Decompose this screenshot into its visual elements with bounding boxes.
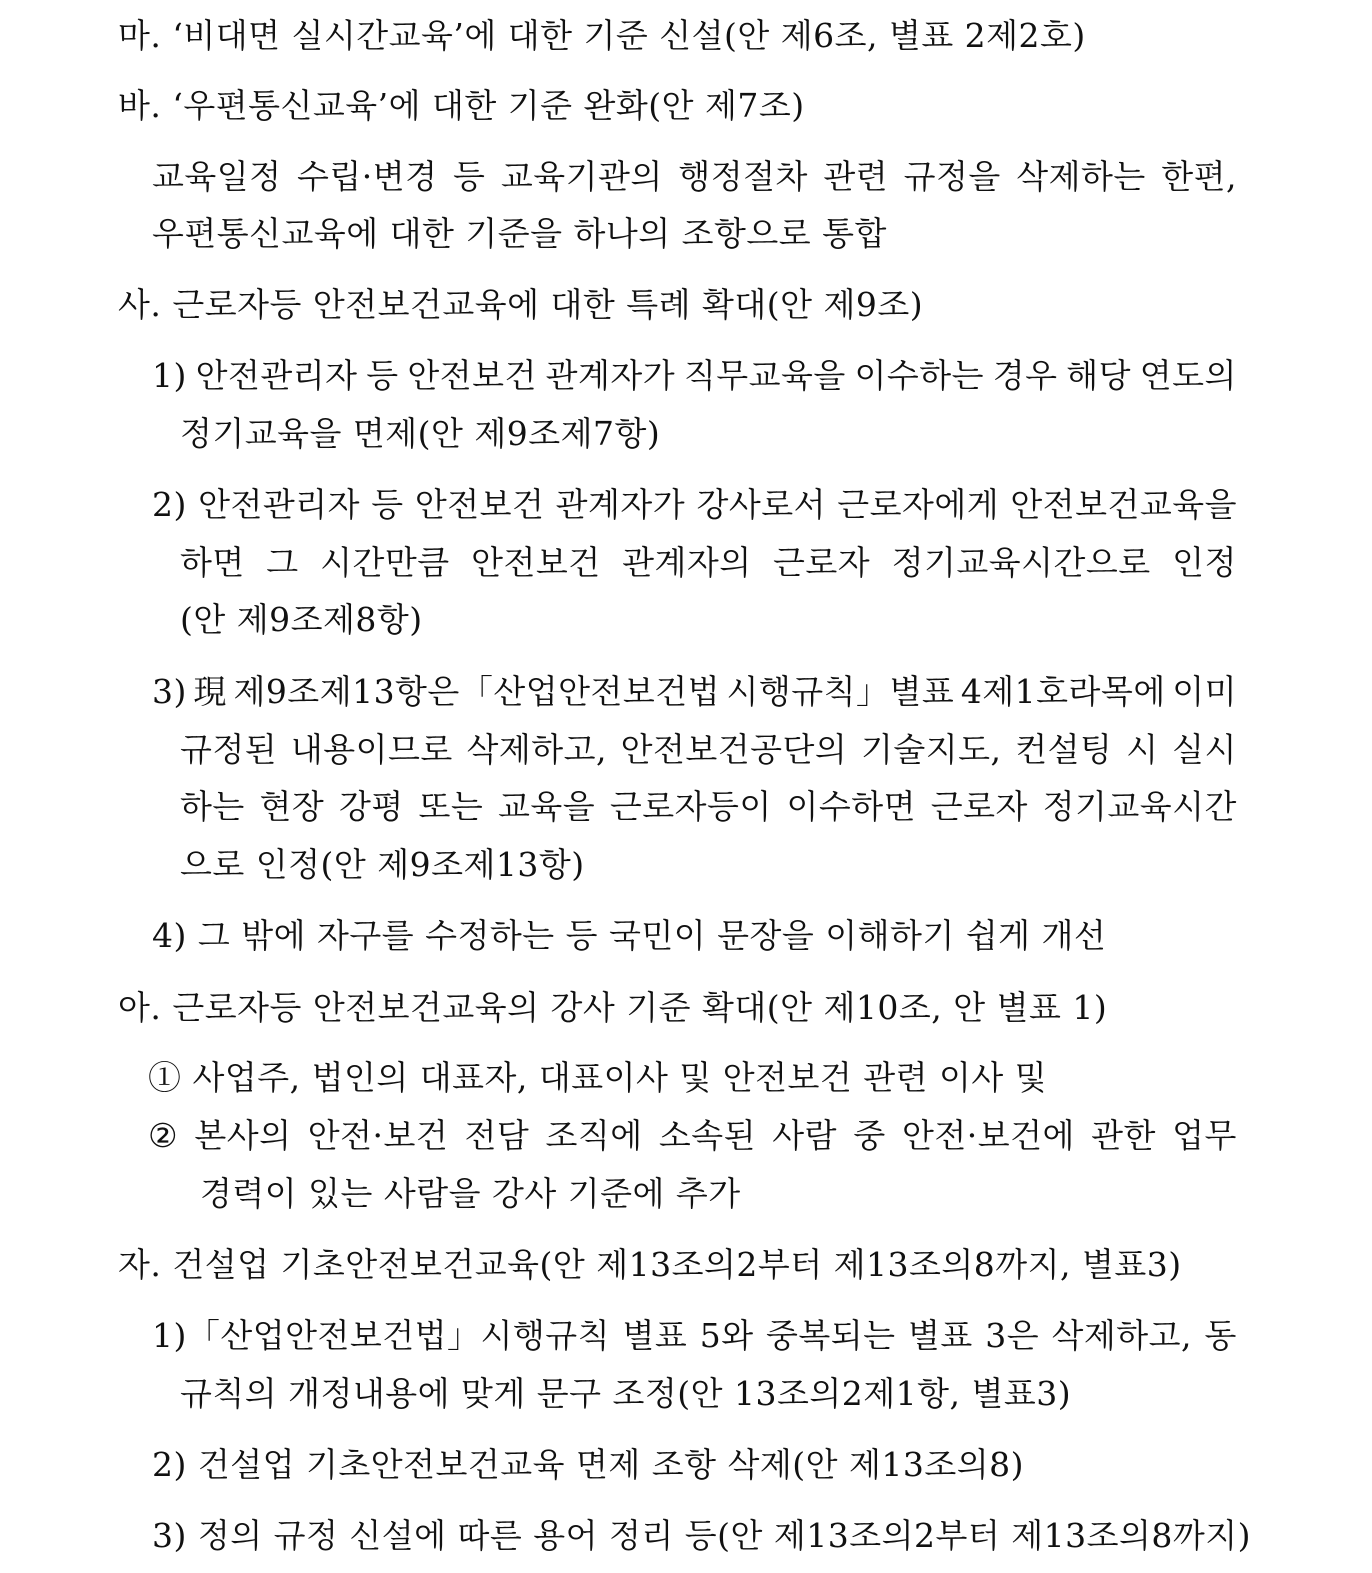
word: 해당 bbox=[1066, 356, 1131, 395]
word: 정기교육시간으로 bbox=[891, 543, 1151, 582]
word: 관한 bbox=[1091, 1116, 1156, 1155]
item-sa-sub2-line bbox=[180, 543, 1237, 583]
item-ba-body-line bbox=[152, 157, 1237, 197]
word: 중복되는 bbox=[766, 1316, 896, 1355]
item-ja-heading: 자. 건설업 기초안전보건교육(안 제13조의2부터 제13조의8까지, 별표3) bbox=[118, 1245, 1182, 1284]
item-sa-sub3-line bbox=[180, 787, 1237, 827]
word: 관계자가 bbox=[545, 356, 676, 395]
word: 시간만큼 bbox=[320, 543, 450, 582]
word: 근로자 bbox=[930, 787, 1028, 826]
word: 경우 bbox=[992, 356, 1058, 395]
word: 동 bbox=[1204, 1316, 1237, 1355]
word: 안전보건공단의 bbox=[620, 730, 848, 769]
word: 안전관리자 bbox=[198, 485, 361, 524]
item-ja-sub1-line bbox=[152, 1316, 1237, 1356]
word: 이수하는 bbox=[854, 356, 984, 395]
word: 업무 bbox=[1172, 1116, 1237, 1155]
word: 안전보건 bbox=[414, 485, 545, 524]
word: 하는 bbox=[180, 787, 245, 826]
word: 조직에 bbox=[545, 1116, 643, 1155]
word: 강사로서 bbox=[696, 485, 826, 524]
word: 별표 bbox=[622, 1316, 688, 1355]
word: 시 bbox=[1126, 730, 1159, 769]
word: 한편, bbox=[1161, 157, 1237, 196]
word: 3) bbox=[152, 672, 187, 711]
word: 제9조제13항은「산업안전보건법 bbox=[233, 672, 720, 711]
item-a-circ2-line bbox=[148, 1116, 1237, 1156]
item-ja-sub2-line: 2) 건설업 기초안전보건교육 면제 조항 삭제(안 제13조의8) bbox=[152, 1445, 1024, 1484]
word: 교육기관의 bbox=[500, 157, 663, 196]
item-ma-heading: 마. ‘비대면 실시간교육’에 대한 기준 신설(안 제6조, 별표 2제2호) bbox=[118, 16, 1086, 55]
word: 연도의 bbox=[1139, 356, 1237, 395]
word: 관계자가 bbox=[555, 485, 686, 524]
word: 규정을 bbox=[903, 157, 1001, 196]
word: 기술지도, bbox=[861, 730, 1002, 769]
item-sa-sub1-line bbox=[152, 356, 1237, 396]
item-sa-sub4-line: 4) 그 밖에 자구를 수정하는 등 국민이 문장을 이해하기 쉽게 개선 bbox=[152, 916, 1107, 955]
word: 시행규칙」별표 bbox=[726, 672, 955, 711]
word: 現 bbox=[193, 672, 227, 711]
item-a-circ2-line: 경력이 있는 사람을 강사 기준에 추가 bbox=[200, 1174, 741, 1213]
word: 관계자의 bbox=[622, 543, 752, 582]
word: 관련 bbox=[823, 157, 889, 196]
item-sa-sub3-line: 으로 인정(안 제9조제13항) bbox=[180, 845, 585, 884]
word: 규정된 bbox=[180, 730, 278, 769]
word: 별표 bbox=[908, 1316, 973, 1355]
word: 안전·보건에 bbox=[901, 1116, 1075, 1155]
word: 이미 bbox=[1172, 672, 1237, 711]
word: 중 bbox=[853, 1116, 886, 1155]
word: 현장 bbox=[259, 787, 325, 826]
word: 강평 bbox=[339, 787, 404, 826]
word: 삭제하는 bbox=[1016, 157, 1146, 196]
item-sa-sub2-line bbox=[152, 485, 1237, 525]
word: 컨설팅 bbox=[1015, 730, 1113, 769]
word: 전담 bbox=[464, 1116, 530, 1155]
word: ② bbox=[148, 1116, 179, 1155]
word: 이수하면 bbox=[786, 787, 917, 826]
word: 수립·변경 bbox=[297, 157, 438, 196]
word: 등 bbox=[366, 356, 399, 395]
word: 소속된 bbox=[658, 1116, 757, 1155]
item-ba-body-line: 우편통신교육에 대한 기준을 하나의 조항으로 통합 bbox=[152, 214, 887, 253]
word: 내용이므로 bbox=[290, 730, 453, 769]
word: 안전보건 bbox=[471, 543, 601, 582]
word: 1) bbox=[152, 356, 187, 395]
item-ba-heading: 바. ‘우편통신교육’에 대한 기준 완화(안 제7조) bbox=[118, 86, 805, 125]
word: 등 bbox=[453, 157, 486, 196]
item-ja-sub1-line: 규칙의 개정내용에 맞게 문구 조정(안 13조의2제1항, 별표3) bbox=[180, 1374, 1072, 1413]
word: 삭제하고, bbox=[1051, 1316, 1193, 1355]
word: 직무교육을 bbox=[683, 356, 846, 395]
item-sa-sub3-line bbox=[180, 730, 1237, 770]
word: 인정 bbox=[1172, 543, 1237, 582]
word: 안전관리자 bbox=[195, 356, 358, 395]
item-a-heading: 아. 근로자등 안전보건교육의 강사 기준 확대(안 제10조, 안 별표 1) bbox=[118, 988, 1108, 1027]
item-sa-sub1-line: 정기교육을 면제(안 제9조제7항) bbox=[180, 414, 661, 453]
word: 근로자등이 bbox=[609, 787, 772, 826]
word: 근로자 bbox=[773, 543, 871, 582]
word: 실시 bbox=[1172, 730, 1237, 769]
item-sa-sub2-line: (안 제9조제8항) bbox=[180, 600, 423, 639]
word: 4제1호라목에 bbox=[960, 672, 1166, 711]
item-sa-sub3-line bbox=[152, 672, 1237, 712]
word: 안전·보건 bbox=[307, 1116, 449, 1155]
word: 본사의 bbox=[194, 1116, 292, 1155]
word: 안전보건교육을 bbox=[1010, 485, 1237, 524]
word: 삭제하고, bbox=[466, 730, 607, 769]
word: 하면 bbox=[180, 543, 245, 582]
item-sa-heading: 사. 근로자등 안전보건교육에 대한 특례 확대(안 제9조) bbox=[118, 285, 924, 324]
word: 또는 bbox=[418, 787, 484, 826]
word: 교육을 bbox=[498, 787, 596, 826]
word: 정기교육시간 bbox=[1042, 787, 1237, 826]
word: 행정절차 bbox=[678, 157, 808, 196]
word: 그 bbox=[266, 543, 299, 582]
item-ja-sub3-line: 3) 정의 규정 신설에 따른 용어 정리 등(안 제13조의2부터 제13조의8까지) bbox=[152, 1516, 1251, 1555]
word: 안전보건 bbox=[407, 356, 537, 395]
word: 사람 bbox=[772, 1116, 838, 1155]
word: 3은 bbox=[985, 1316, 1040, 1355]
word: 1)「산업안전보건법」시행규칙 bbox=[152, 1316, 611, 1355]
word: 등 bbox=[371, 485, 404, 524]
word: 근로자에게 bbox=[837, 485, 1000, 524]
word: 2) bbox=[152, 485, 187, 524]
word: 교육일정 bbox=[152, 157, 282, 196]
word: 5와 bbox=[699, 1316, 754, 1355]
item-a-circ1-line: ① 사업주, 법인의 대표자, 대표이사 및 안전보건 관련 이사 및 bbox=[148, 1058, 1048, 1097]
